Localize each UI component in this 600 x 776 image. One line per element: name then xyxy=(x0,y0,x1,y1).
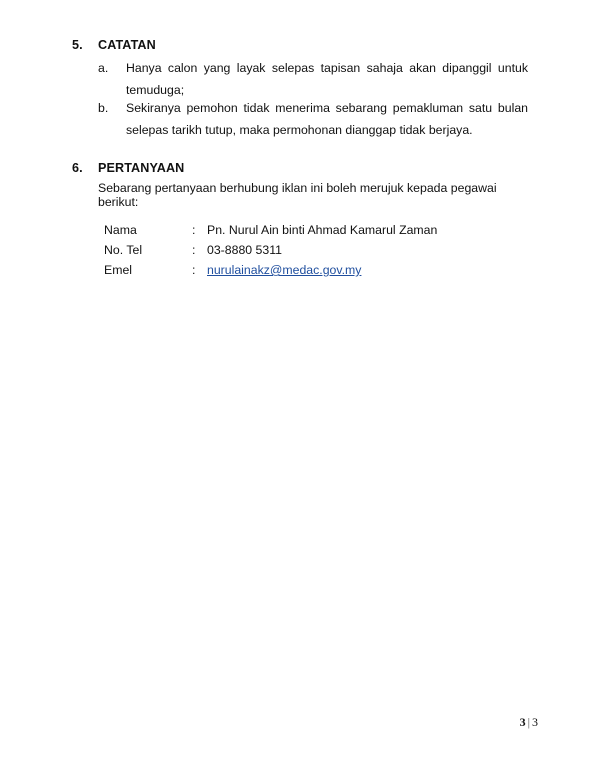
section-number: 5. xyxy=(72,38,83,52)
section-heading-pertanyaan xyxy=(72,161,184,175)
page-number: 3 xyxy=(519,715,526,729)
list-item-a xyxy=(98,57,528,101)
contact-label: Nama xyxy=(104,223,137,237)
page-total: 3 xyxy=(532,715,538,729)
list-item-text: Hanya calon yang layak selepas tapisan sahaja akan dipanggil untuk temuduga; xyxy=(126,61,528,97)
page-number-footer xyxy=(520,715,538,730)
list-item-text: Sekiranya pemohon tidak menerima sebarang pemakluman satu bulan selepas tarikh tutup, maka permohonan dianggap tidak berjaya. xyxy=(126,101,528,137)
list-marker: b. xyxy=(98,101,109,115)
page-separator: | xyxy=(527,715,530,729)
section-number: 6. xyxy=(72,161,83,175)
contact-value: Pn. Nurul Ain binti Ahmad Kamarul Zaman xyxy=(207,223,438,237)
contact-colon: : xyxy=(192,243,196,257)
email-link[interactable]: nurulainakz@medac.gov.my xyxy=(207,263,362,277)
section-heading-catatan xyxy=(72,38,156,52)
contact-value: 03-8880 5311 xyxy=(207,243,282,257)
contact-colon: : xyxy=(192,263,196,277)
list-marker: a. xyxy=(98,61,109,75)
section-title: PERTANYAAN xyxy=(98,161,185,175)
contact-label: No. Tel xyxy=(104,243,143,257)
section-intro-text: Sebarang pertanyaan berhubung iklan ini boleh merujuk kepada pegawai berikut: xyxy=(98,181,497,209)
section-title: CATATAN xyxy=(98,38,156,52)
list-item-b xyxy=(98,97,528,141)
contact-colon: : xyxy=(192,223,196,237)
contact-label: Emel xyxy=(104,263,133,277)
